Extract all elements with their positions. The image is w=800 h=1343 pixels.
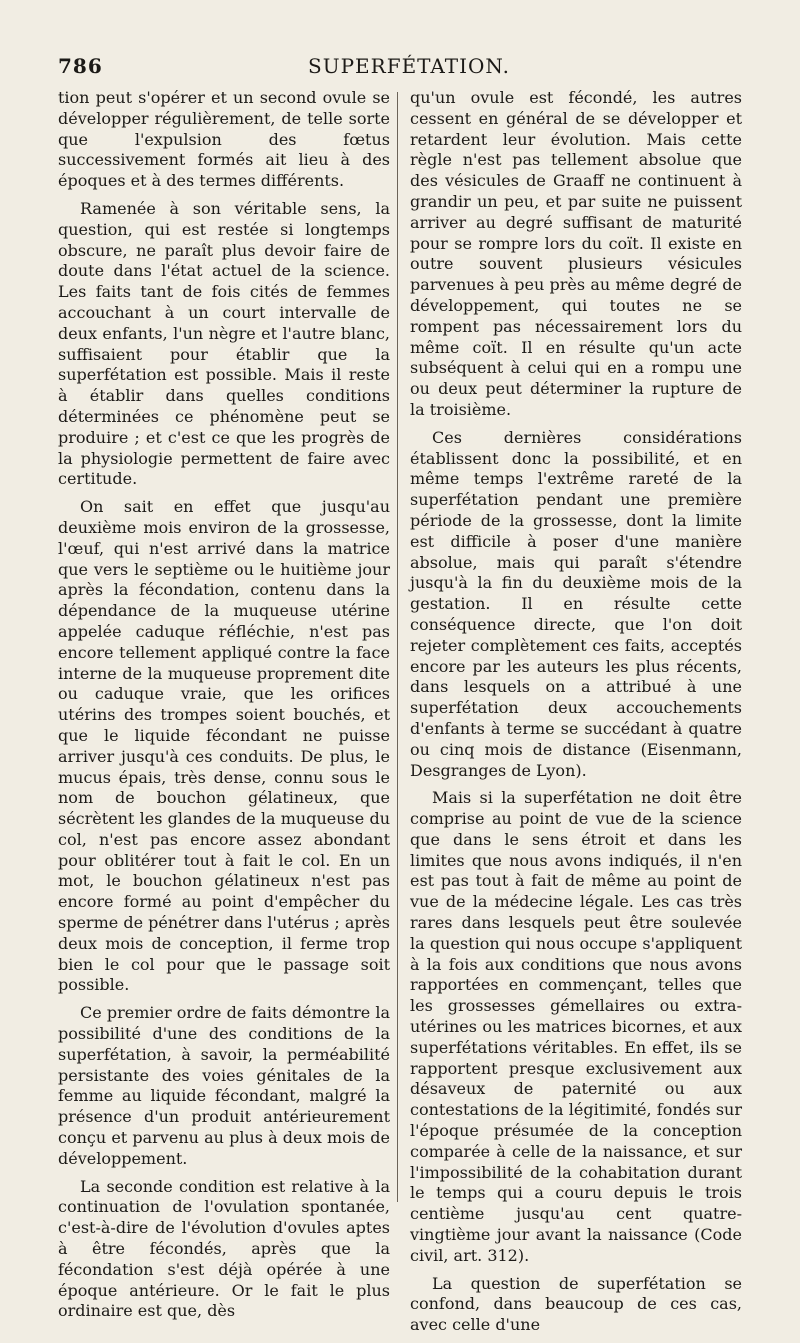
left-column [58, 88, 390, 1329]
right-column [410, 88, 742, 1343]
paragraph: Mais si la superfétation ne doit être comprise au point de vue de la science que dans le sens étroit et dans les limites que nous avons indiqués, il n'en est pas tout à fait de même au point de vue de la médecine légale. Les cas très rares dans lesquels peut être soulevée la question qui nous occupe s'appliquent à la fois aux conditions que nous avons rapportées en commençant, telles que les grossesses gémellaires ou extra-utérines ou les matrices bicornes, et aux superfétations véritables. En effet, ils se rapportent presque exclusivement aux désaveux de paternité ou aux contestations de la légitimité, fondés sur l'époque présumée de la conception comparée à celle de la naissance, et sur l'impossibilité de la cohabitation durant le temps qui a couru depuis le trois centième jusqu'au cent quatre-vingtième jour avant la naissance (Code civil, art. 312). [410, 788, 742, 1265]
paragraph: Ce premier ordre de faits démontre la possibilité d'une des conditions de la superfétation, à savoir, la perméabilité persistante des voies génitales de la femme au liquide fécondant, malgré la présence d'un produit antérieurement conçu et parvenu au plus à deux mois de développement. [58, 1003, 390, 1168]
paragraph: La seconde condition est relative à la continuation de l'ovulation spontanée, c'est-à-dire de l'évolution d'ovules aptes à être fécondés, après que la fécondation s'est déjà opérée à une époque antérieure. Or le fait le plus ordinaire est que, dès [58, 1176, 390, 1321]
paragraph: qu'un ovule est fécondé, les autres cessent en général de se développer et retardent leur évolution. Mais cette règle n'est pas tellement absolue que des vésicules de Graaff ne continuent à grandir un peu, et par suite ne puissent arriver au degré suffisant de maturité pour se rompre lors du coït. Il existe en outre souvent plusieurs vésicules parvenues à peu près au même degré de développement, qui toutes ne se rompent pas nécessairement lors du même coït. Il en résulte qu'un acte subséquent à celui qui en a rompu une ou deux peut déterminer la rupture de la troisième. [410, 88, 742, 419]
paragraph: tion peut s'opérer et un second ovule se développer régulièrement, de telle sorte que l'expulsion des fœtus successivement formés ait lieu à des époques et à des termes différents. [58, 88, 390, 191]
page-header [58, 54, 760, 86]
column-divider [397, 92, 398, 1202]
running-title: SUPERFÉTATION. [308, 54, 510, 78]
paragraph: Ramenée à son véritable sens, la question, qui est restée si longtemps obscure, ne paraît plus devoir faire de doute dans l'état actuel de la science. Les faits tant de fois cités de femmes accouchant à un court intervalle de deux enfants, l'un nègre et l'autre blanc, suffisaient pour établir que la superfétation est possible. Mais il reste à établir dans quelles conditions déterminées ce phénomène peut se produire ; et c'est ce que les progrès de la physiologie permettent de faire avec certitude. [58, 198, 390, 489]
paragraph: On sait en effet que jusqu'au deuxième mois environ de la grossesse, l'œuf, qui n'est arrivé dans la matrice que vers le septième ou le huitième jour après la fécondation, contenu dans la dépendance de la muqueuse utérine appelée caduque réfléchie, n'est pas encore tellement appliqué contre la face interne de la muqueuse proprement dite ou caduque vraie, que les orifices utérins des trompes soient bouchés, et que le liquide fécondant ne puisse arriver jusqu'à ces conduits. De plus, le mucus épais, très dense, connu sous le nom de bouchon gélatineux, que sécrètent les glandes de la muqueuse du col, n'est pas encore assez abondant pour oblitérer tout à fait le col. En un mot, le bouchon gélatineux n'est pas encore formé au point d'empêcher du sperme de pénétrer dans l'utérus ; après deux mois de conception, il ferme trop bien le col pour que le passage soit possible. [58, 497, 390, 995]
page-number: 786 [58, 54, 103, 78]
paragraph: Ces dernières considérations établissent donc la possibilité, et en même temps l'extrême rareté de la superfétation pendant une première période de la grossesse, dont la limite est difficile à poser d'une manière absolue, mais qui paraît s'étendre jusqu'à la fin du deuxième mois de la gestation. Il en résulte cette conséquence directe, que l'on doit rejeter complètement ces faits, acceptés encore par les auteurs les plus récents, dans lesquels on a attribué à une superfétation deux accouchements d'enfants à terme se succédant à quatre ou cinq mois de distance (Eisenmann, Desgranges de Lyon). [410, 427, 742, 780]
paragraph: La question de superfétation se confond, dans beaucoup de ces cas, avec celle d'une [410, 1273, 742, 1335]
